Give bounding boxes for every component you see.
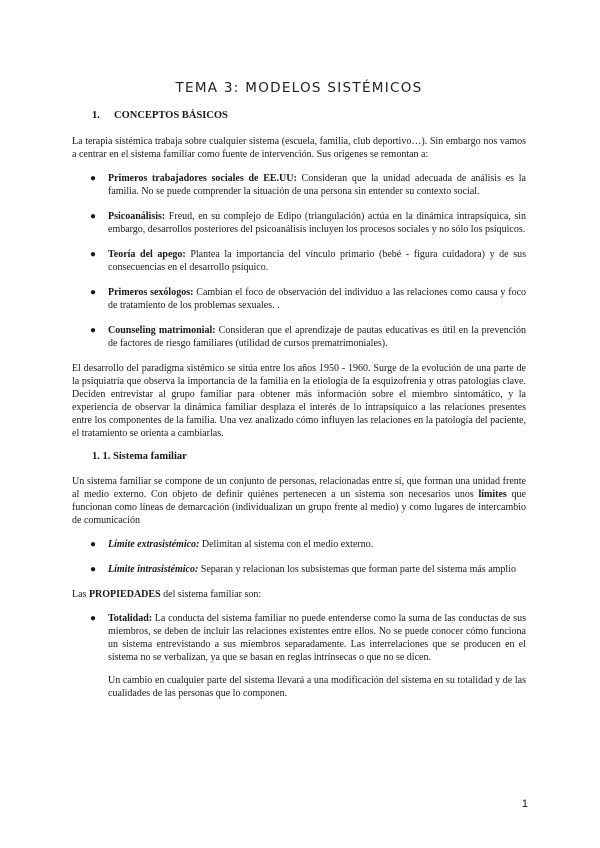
list-item xyxy=(72,538,526,551)
origins-list xyxy=(72,172,526,350)
list-item xyxy=(72,286,526,312)
section-number: 1. xyxy=(92,110,100,121)
list-item xyxy=(72,172,526,198)
bullet-icon: ● xyxy=(90,249,97,260)
family-system-paragraph xyxy=(72,475,526,527)
list-item-continuation: Un cambio en cualquier parte del sistema llevará a una modificación del sistema en su totalidad y de las cualidades de las personas que lo componen. xyxy=(108,675,526,699)
list-item-text: Cambian el foco de observación del individuo a las relaciones como causa y foco de tratamiento de los problemas sexuales. . xyxy=(108,287,527,311)
section-heading xyxy=(72,110,526,121)
limits-term: límites xyxy=(478,489,507,500)
section-title: CONCEPTOS BÁSICOS xyxy=(114,110,228,121)
list-item-text: Freud, en su complejo de Edipo (triangulación) actúa en la dinámica intrapsíquica, sin embargo, desarrollos posteriores del psicoanálisis incluyen los procesos sociales y no sólo los psíquicos. xyxy=(108,211,526,235)
bullet-icon: ● xyxy=(90,173,97,184)
limits-list xyxy=(72,538,526,576)
subsection-heading: 1. 1. Sistema familiar xyxy=(92,451,187,462)
list-item xyxy=(72,612,526,700)
list-item-term: Límite extrasistémico: xyxy=(108,539,200,550)
list-item-term: Primeros trabajadores sociales de EE.UU: xyxy=(108,173,297,184)
list-item-text: Plantea la importancia del vínculo primario (bebé - figura cuidadora) y de sus consecuencias en el desarrollo psíquico. xyxy=(108,249,527,273)
list-item xyxy=(72,248,526,274)
document-page xyxy=(72,80,526,712)
document-title: TEMA 3: MODELOS SISTÉMICOS xyxy=(175,80,423,96)
page-number: 1 xyxy=(521,798,528,810)
properties-list xyxy=(72,612,526,700)
intro-paragraph: La terapia sistémica trabaja sobre cualquier sistema (escuela, familia, club deportivo…). Sin embargo nos vamos a centrar en el sistema familiar como fuente de intervención. Sus orígenes se remontan a: xyxy=(72,136,526,160)
paragraph-text: del sistema familiar son: xyxy=(160,589,262,600)
list-item xyxy=(72,324,526,350)
bullet-icon: ● xyxy=(90,211,97,222)
list-item-text: Separan y relacionan los subsistemas que forman parte del sistema más amplio xyxy=(198,564,516,575)
paragraph-text: Un sistema familiar se compone de un conjunto de personas, relacionadas entre sí, que forman una unidad frente al medio externo. Con objeto de definir quiénes pertenecen a un sistema son necesarios unos xyxy=(72,476,526,500)
list-item-text: Consideran que la unidad adecuada de análisis es la familia. No se puede comprender la situación de una persona sin entender su contexto social. xyxy=(108,173,526,197)
list-item-term: Counseling matrimonial: xyxy=(108,325,216,336)
bullet-icon: ● xyxy=(90,564,97,575)
bullet-icon: ● xyxy=(90,613,97,624)
list-item-term: Totalidad: xyxy=(108,613,153,624)
list-item-term: Límite intrasistémico: xyxy=(108,564,199,575)
list-item-term: Teoría del apego: xyxy=(108,249,186,260)
list-item-text: La conducta del sistema familiar no puede entenderse como la suma de las conductas de sus miembros, se deben de incluir las relaciones existentes entre ellos. No se puede conocer cómo funciona un sistema entrevistando a sus miembros separadamente. Las interrelaciones que se producen en el sistema no se verbalizan, ya que se basan en reglas intrínsecas o que no se dicen. xyxy=(108,613,526,663)
bullet-icon: ● xyxy=(90,287,97,298)
list-item-term: Primeros sexólogos: xyxy=(108,287,194,298)
properties-intro xyxy=(72,588,526,601)
paragraph-text: Las xyxy=(72,589,89,600)
list-item-term: Psicoanálisis: xyxy=(108,211,166,222)
properties-term: PROPIEDADES xyxy=(88,589,161,600)
list-item xyxy=(72,210,526,236)
list-item-text: Delimitan al sistema con el medio externo. xyxy=(199,539,374,550)
bullet-icon: ● xyxy=(90,325,97,336)
bullet-icon: ● xyxy=(90,539,97,550)
paragraph-text: que funcionan como líneas de demarcación (individualizan un grupo frente al medio) y como lugares de intercambio de comunicación xyxy=(72,489,526,526)
list-item xyxy=(72,563,526,576)
paradigm-paragraph: El desarrollo del paradigma sistémico se sitúa entre los años 1950 - 1960. Surge de la evolución de una parte de la psiquiatría que observa la importancia de la familia en la etiología de la esquizofrenia y otras patologías clave. Deciden entrevistar al grupo familiar para obtener más información sobre el miembro sintomático, y la experiencia de observar la dinámica familiar desplaza el interés de lo intrapsíquico a las relaciones presentes entre los componentes de la familia. Una vez analizado cómo influyen las relaciones en la patología del paciente, el tratamiento se orienta a cambiarlas. xyxy=(72,363,526,439)
list-item-text: Consideran que el aprendizaje de pautas educativas es útil en la prevención de factores de riesgo familiares (utilidad de cursos prematrimoniales). xyxy=(108,325,527,349)
